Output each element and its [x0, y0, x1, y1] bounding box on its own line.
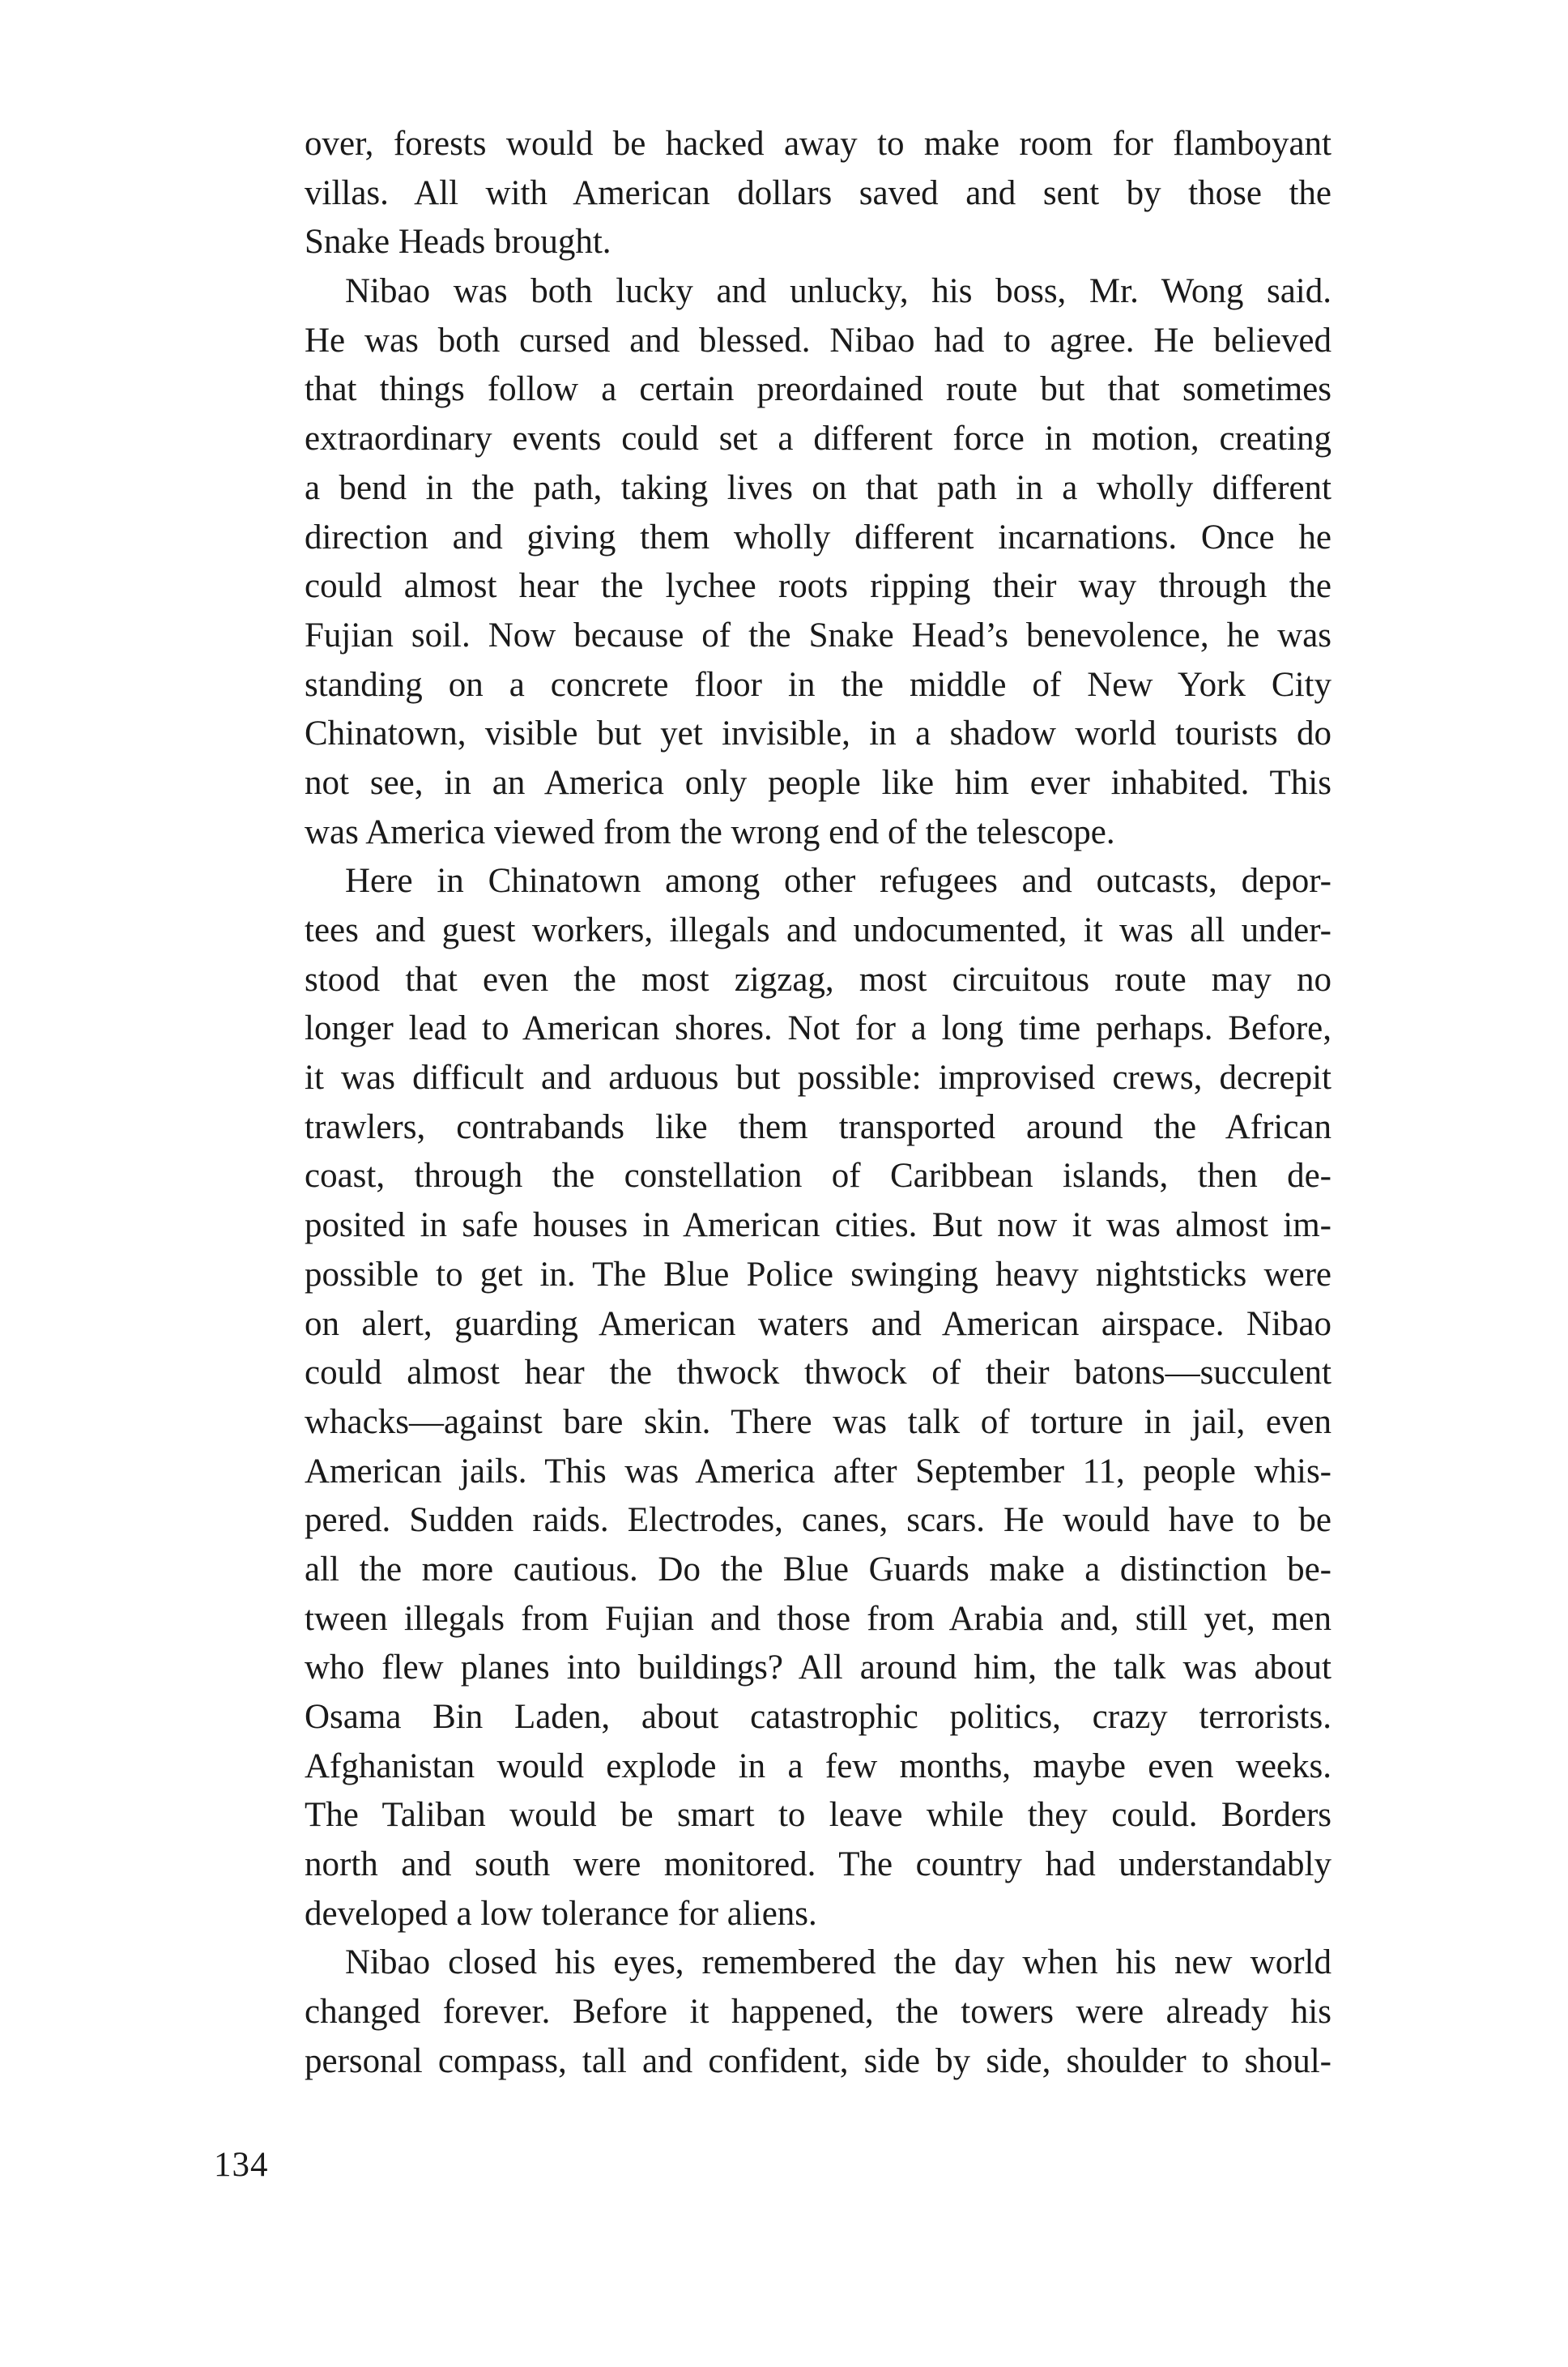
text-line: Fujian soil. Now because of the Snake Head’s benevolence, he was [305, 616, 1332, 655]
text-line: direction and giving them wholly different incarnations. Once he [305, 518, 1332, 557]
text-line: over, forests would be hacked away to make room for flamboyant [305, 125, 1332, 163]
text-line: changed forever. Before it happened, the towers were already his [305, 1993, 1332, 2032]
body-text [305, 120, 1332, 2087]
text-line: could almost hear the thwock thwock of their batons—succulent [305, 1354, 1332, 1392]
text-line: developed a low tolerance for aliens. [305, 1894, 817, 1933]
text-line: was America viewed from the wrong end of the telescope. [305, 812, 1115, 851]
text-line: that things follow a certain preordained route but that sometimes [305, 370, 1332, 409]
text-line: who flew planes into buildings? All around him, the talk was about [305, 1648, 1332, 1687]
text-line: American jails. This was America after September 11, people whis- [305, 1452, 1332, 1491]
text-line: a bend in the path, taking lives on that path in a wholly different [305, 468, 1332, 507]
text-line: villas. All with American dollars saved and sent by those the [305, 173, 1332, 212]
text-line: whacks—against bare skin. There was talk of torture in jail, even [305, 1402, 1332, 1441]
text-line: possible to get in. The Blue Police swinging heavy nightsticks were [305, 1255, 1332, 1294]
text-line: coast, through the constellation of Caribbean islands, then de- [305, 1157, 1332, 1196]
text-line: Here in Chinatown among other refugees and outcasts, depor- [345, 862, 1332, 901]
text-line: Nibao closed his eyes, remembered the day when his new world [345, 1943, 1332, 1982]
text-line: all the more cautious. Do the Blue Guards make a distinction be- [305, 1550, 1332, 1589]
text-line: standing on a concrete floor in the middle of New York City [305, 665, 1332, 704]
text-line: Afghanistan would explode in a few months, maybe even weeks. [305, 1746, 1332, 1785]
text-line: longer lead to American shores. Not for a long time perhaps. Before, [305, 1009, 1332, 1048]
text-line: pered. Sudden raids. Electrodes, canes, scars. He would have to be [305, 1501, 1332, 1540]
text-line: posited in safe houses in American cities. But now it was almost im- [305, 1206, 1332, 1245]
text-line: stood that even the most zigzag, most circuitous route may no [305, 960, 1332, 999]
text-line: extraordinary events could set a different force in motion, creating [305, 420, 1332, 458]
text-line: personal compass, tall and confident, side by side, shoulder to shoul- [305, 2041, 1332, 2080]
text-line: tween illegals from Fujian and those from Arabia and, still yet, men [305, 1599, 1332, 1638]
text-line: Snake Heads brought. [305, 223, 611, 262]
text-line: He was both cursed and blessed. Nibao had to agree. He believed [305, 321, 1332, 360]
text-line: north and south were monitored. The country had understandably [305, 1845, 1332, 1884]
text-line: it was difficult and arduous but possible: improvised crews, decrepit [305, 1059, 1332, 1098]
text-line: not see, in an America only people like him ever inhabited. This [305, 763, 1332, 802]
text-line: Chinatown, visible but yet invisible, in a shadow world tourists do [305, 714, 1332, 753]
text-line: Osama Bin Laden, about catastrophic politics, crazy terrorists. [305, 1698, 1332, 1736]
text-line: Nibao was both lucky and unlucky, his boss, Mr. Wong said. [345, 272, 1332, 311]
text-line: trawlers, contrabands like them transported around the African [305, 1107, 1332, 1146]
text-line: The Taliban would be smart to leave while they could. Borders [305, 1796, 1332, 1835]
text-line: tees and guest workers, illegals and undocumented, it was all under- [305, 911, 1332, 949]
text-line: could almost hear the lychee roots ripping their way through the [305, 567, 1332, 606]
text-line: on alert, guarding American waters and American airspace. Nibao [305, 1304, 1332, 1343]
page-number: 134 [214, 2146, 269, 2184]
